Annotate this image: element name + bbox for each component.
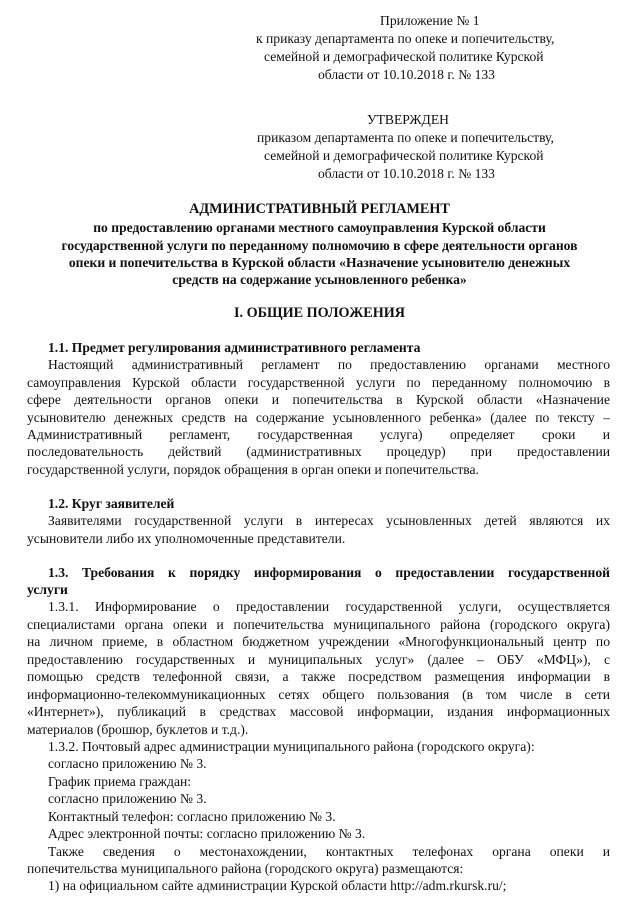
paragraph-line: усыновители либо их уполномоченные представители. <box>27 531 346 546</box>
paragraph-line: предоставлению государственных и муниципальных услуг» (далее – ОБУ «МФЦ»), с <box>27 652 610 667</box>
approved-title: УТВЕРЖДЕН <box>367 112 449 127</box>
paragraph-line: последовательность действий (административных процедур) при предоставлении <box>27 444 610 459</box>
appendix-title: Приложение № 1 <box>380 13 480 28</box>
paragraph-line: Заявителями государственной услуги в интересах усыновленных детей являются их <box>48 513 610 528</box>
section-heading: I. ОБЩИЕ ПОЛОЖЕНИЯ <box>233 305 406 321</box>
appendix-line: к приказу департамента по опеке и попечительству, <box>256 31 555 46</box>
paragraph-line: государственной услуги, порядок обращения в орган опеки и попечительства. <box>27 462 479 477</box>
title-line: опеки и попечительства в Курской области «Назначение усыновителю денежных <box>68 255 571 270</box>
subsection-heading: 1.2. Круг заявителей <box>48 496 175 511</box>
paragraph-line: попечительства муниципального района (городского округа) размещаются: <box>27 861 464 876</box>
paragraph-line: Также сведения о местонахождении, контактных телефонах органа опеки и <box>48 844 610 859</box>
title-line: средств на содержание усыновленного ребенка» <box>172 272 467 287</box>
subsection-heading: 1.1. Предмет регулирования административного регламента <box>48 340 421 355</box>
title-line: по предоставлению органами местного самоуправления Курской области <box>93 220 546 235</box>
appendix-line: области от 10.10.2018 г. № 133 <box>318 67 495 82</box>
paragraph-line: 1.3.2. Почтовый адрес администрации муниципального района (городского округа): <box>48 739 535 754</box>
paragraph-line: Адрес электронной почты: согласно приложению № 3. <box>48 826 366 841</box>
paragraph-line: 1) на официальном сайте администрации Курской области http://adm.rkursk.ru/; <box>48 878 507 893</box>
paragraph-line: согласно приложению № 3. <box>48 756 207 771</box>
paragraph-line: на личном приеме, в областном бюджетном учреждении «Многофункциональный центр по <box>27 634 610 649</box>
approved-line: области от 10.10.2018 г. № 133 <box>318 166 495 181</box>
paragraph-line: помощью средств телефонной связи, а также посредством размещения информации в <box>27 669 610 684</box>
paragraph-line: 1.3.1. Информирование о предоставлении государственной услуги, осуществляется <box>48 599 610 614</box>
approved-line: семейной и демографической политике Курской <box>264 148 544 163</box>
paragraph-line: самоуправления Курской области государственной услуги по переданному полномочию в <box>27 375 610 390</box>
paragraph-line: усыновителю денежных средств на содержание усыновленного ребенка» (далее по тексту – <box>27 410 610 425</box>
subsection-heading-cont: услуги <box>27 582 68 597</box>
approved-line: приказом департамента по опеке и попечительству, <box>257 130 554 145</box>
paragraph-line: сфере деятельности органов опеки и попечительства в Курской области «Назначение <box>27 392 610 407</box>
title-main: АДМИНИСТРАТИВНЫЙ РЕГЛАМЕНТ <box>189 201 450 217</box>
paragraph-line: специалистами органа опеки и попечительства муниципального района (городского округа) <box>27 617 610 632</box>
paragraph-line: «Интернет»), публикаций в средствах массовой информации, издания информационных <box>27 704 610 719</box>
paragraph-line: Настоящий административный регламент по предоставлению органами местного <box>48 357 610 372</box>
subsection-heading: 1.3. Требования к порядку информирования о предоставлении государственной <box>48 565 610 580</box>
appendix-line: семейной и демографической политике Курской <box>264 49 544 64</box>
paragraph-line: информационно-телекоммуникационных сетях общего пользования (в том числе в сети <box>27 687 610 702</box>
paragraph-line: Административный регламент, государственная услуга) определяет сроки и <box>27 427 610 442</box>
title-line: государственной услуги по переданному полномочию в сфере деятельности органов <box>61 238 578 253</box>
paragraph-line: материалов (брошюр, буклетов и т.д.). <box>27 722 249 737</box>
paragraph-line: согласно приложению № 3. <box>48 791 207 806</box>
paragraph-line: График приема граждан: <box>48 774 192 789</box>
paragraph-line: Контактный телефон: согласно приложению № 3. <box>48 809 336 824</box>
